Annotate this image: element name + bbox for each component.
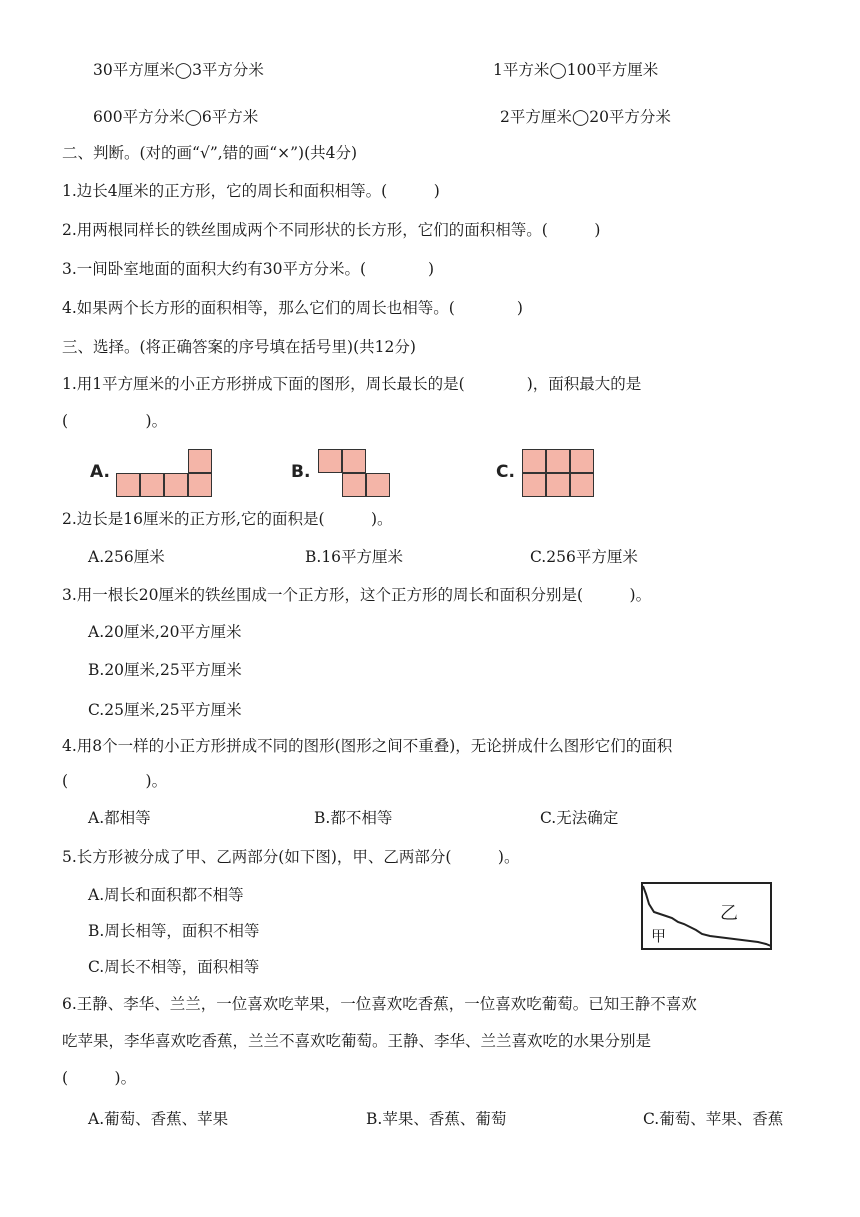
question-stem: 吃苹果，李华喜欢吃香蕉，兰兰不喜欢吃葡萄。王静、李华、兰兰喜欢吃的水果分别是 [62, 1032, 652, 1050]
option-b: B.16平方厘米 [305, 548, 404, 566]
figure-label: C. [496, 462, 515, 482]
figure-label: A. [90, 462, 110, 482]
compare-item: 1平方米◯100平方厘米 [493, 61, 659, 79]
figure-c [522, 448, 602, 498]
compare-item: 2平方厘米◯20平方分米 [500, 108, 671, 126]
question-stem: 5.长方形被分成了甲、乙两部分(如下图)，甲、乙两部分( )。 [62, 848, 520, 866]
question-item: 4.如果两个长方形的面积相等，那么它们的周长也相等。( ) [62, 299, 523, 317]
unit-square [342, 449, 366, 473]
option-b: B.周长相等，面积不相等 [88, 922, 260, 940]
unit-square [164, 473, 188, 497]
unit-square [188, 473, 212, 497]
unit-square [570, 449, 594, 473]
option-b: B.20厘米,25平方厘米 [88, 661, 242, 679]
option-a: A.都相等 [88, 809, 151, 827]
option-c: C.周长不相等，面积相等 [88, 958, 260, 976]
compare-item: 30平方厘米◯3平方分米 [93, 61, 264, 79]
option-a: A.256厘米 [88, 548, 165, 566]
option-b: B.都不相等 [314, 809, 393, 827]
option-c: C.25厘米,25平方厘米 [88, 701, 242, 719]
option-c: C.无法确定 [540, 809, 619, 827]
question-item: 1.边长4厘米的正方形，它的周长和面积相等。( ) [62, 182, 440, 200]
unit-square [342, 473, 366, 497]
option-a: A.葡萄、香蕉、苹果 [88, 1110, 229, 1128]
unit-square [366, 473, 390, 497]
question-stem: ( )。 [62, 1069, 137, 1087]
option-b: B.苹果、香蕉、葡萄 [366, 1110, 507, 1128]
question-stem: 2.边长是16厘米的正方形,它的面积是( )。 [62, 510, 393, 528]
question-stem: 3.用一根长20厘米的铁丝围成一个正方形，这个正方形的周长和面积分别是( )。 [62, 586, 652, 604]
figure-a [116, 448, 216, 498]
unit-square [318, 449, 342, 473]
unit-square [546, 449, 570, 473]
figure-label: B. [291, 462, 311, 482]
unit-square [116, 473, 140, 497]
divided-rectangle-figure [640, 880, 774, 952]
option-c: C.256平方厘米 [530, 548, 638, 566]
option-a: A.周长和面积都不相等 [88, 886, 244, 904]
section-title: 三、选择。(将正确答案的序号填在括号里)(共12分) [62, 338, 416, 356]
unit-square [570, 473, 594, 497]
unit-square [522, 449, 546, 473]
figure-b [318, 448, 398, 498]
question-stem: 1.用1平方厘米的小正方形拼成下面的图形，周长最长的是( )，面积最大的是 [62, 375, 642, 393]
unit-square [546, 473, 570, 497]
compare-item: 600平方分米◯6平方米 [93, 108, 259, 126]
section-title: 二、判断。(对的画“√”,错的画“×”)(共4分) [62, 144, 358, 162]
unit-square [522, 473, 546, 497]
question-stem: ( )。 [62, 412, 168, 430]
question-stem: 4.用8个一样的小正方形拼成不同的图形(图形之间不重叠)，无论拼成什么图形它们的面积 [62, 737, 673, 755]
unit-square [188, 449, 212, 473]
region-label-jia: 甲 [651, 927, 667, 945]
question-item: 3.一间卧室地面的面积大约有30平方分米。( ) [62, 260, 435, 278]
question-stem: 6.王静、李华、兰兰，一位喜欢吃苹果，一位喜欢吃香蕉，一位喜欢吃葡萄。已知王静不喜欢 [62, 995, 697, 1013]
unit-square [140, 473, 164, 497]
question-item: 2.用两根同样长的铁丝围成两个不同形状的长方形，它们的面积相等。( ) [62, 221, 601, 239]
question-stem: ( )。 [62, 772, 168, 790]
option-a: A.20厘米,20平方厘米 [88, 623, 242, 641]
option-c: C.葡萄、苹果、香蕉 [643, 1110, 784, 1128]
region-label-yi: 乙 [720, 903, 738, 924]
